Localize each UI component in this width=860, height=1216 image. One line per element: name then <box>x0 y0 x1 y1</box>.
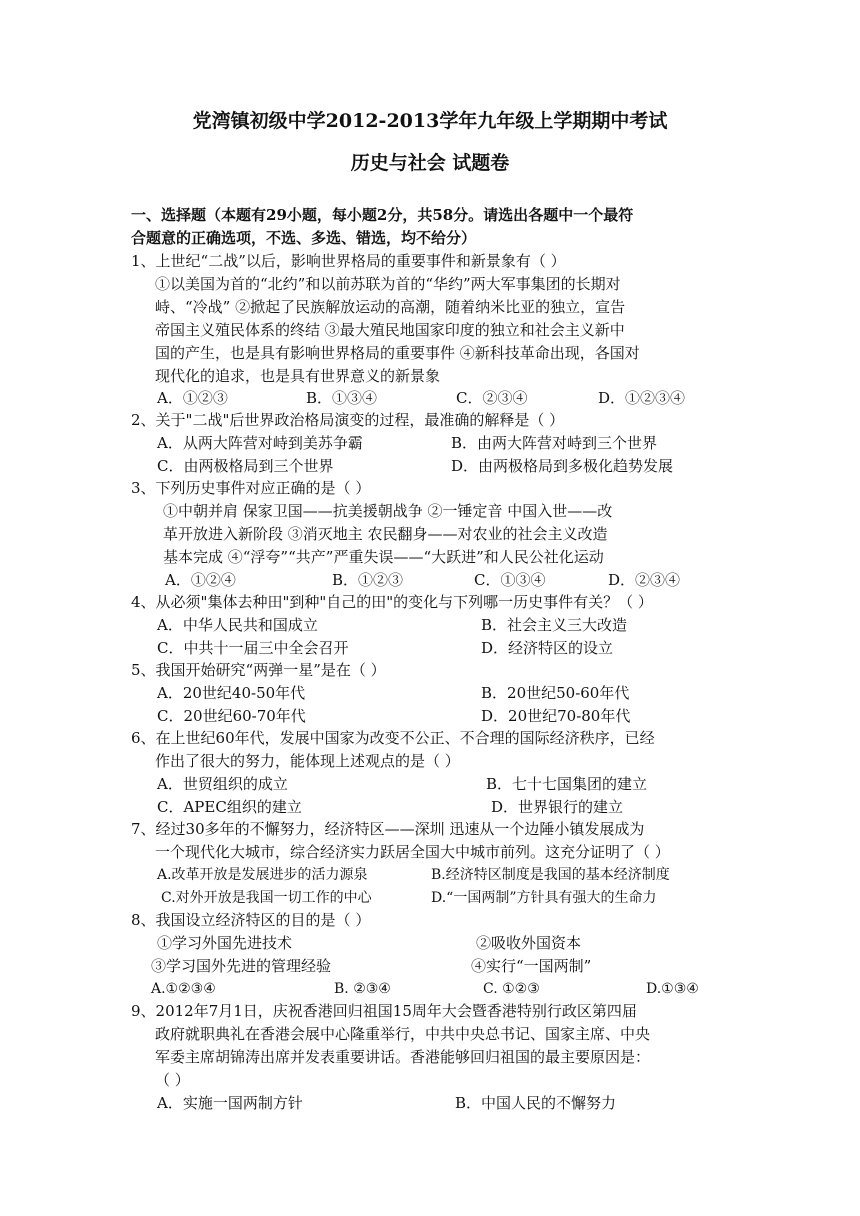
question-9-option-a: A．实施一国两制方针 <box>157 1094 303 1112</box>
question-3-text: 基本完成 ④“浮夸”“共产”严重失误——“大跃进”和人民公社化运动 <box>163 548 604 566</box>
question-6-option-c: C．APEC组织的建立 <box>157 798 302 816</box>
question-7-option-d: D.“一国两制”方针具有强大的生命力 <box>431 890 657 906</box>
question-5-option-d: D．20世纪70-80年代 <box>481 707 631 725</box>
question-7-option-a: A.改革开放是发展进步的活力源泉 <box>157 867 368 883</box>
question-8-item-1: ①学习外国先进技术 <box>157 934 293 952</box>
question-6-stem: 6、在上世纪60年代，发展中国家为改变不公正、不合理的国际经济秩序，已经 <box>131 729 655 747</box>
question-1-text: 峙、“冷战” ②掀起了民族解放运动的高潮，随着纳米比亚的独立，宣告 <box>155 298 626 316</box>
question-7-option-b: B.经济特区制度是我国的基本经济制度 <box>431 867 670 883</box>
question-8-option-c: C. ①②③ <box>483 981 540 997</box>
question-3-option-c: C．①③④ <box>474 571 546 589</box>
question-3-option-a: A．①②④ <box>165 571 236 589</box>
question-2-stem: 2、关于"二战"后世界政治格局演变的过程，最准确的解释是（ ） <box>131 411 565 429</box>
question-1-text: 国的产生，也是具有影响世界格局的重要事件 ④新科技革命出现，各国对 <box>155 344 640 362</box>
exam-subtitle: 历史与社会 试题卷 <box>350 152 510 174</box>
question-2-option-b: B．由两大阵营对峙到三个世界 <box>451 434 658 452</box>
question-1-option-b: B．①③④ <box>306 389 378 407</box>
question-8-item-2: ②吸收外国资本 <box>476 934 582 952</box>
question-4-stem: 4、从必须"集体去种田"到种"自己的田"的变化与下列哪一历史事件有关？（ ） <box>131 593 653 611</box>
section-heading: 一、选择题（本题有29小题，每小题2分，共58分。请选出各题中一个最符 <box>131 206 634 224</box>
question-9-text: （ ） <box>155 1071 190 1089</box>
question-4-option-d: D．经济特区的设立 <box>481 639 614 657</box>
question-1-option-a: A．①②③ <box>157 389 228 407</box>
question-3-option-b: B．①②③ <box>332 571 404 589</box>
question-1-option-c: C．②③④ <box>456 389 528 407</box>
question-9-text: 政府就职典礼在香港会展中心隆重举行，中共中央总书记、国家主席、中央 <box>155 1025 651 1043</box>
question-3-stem: 3、下列历史事件对应正确的是（ ） <box>131 479 371 497</box>
question-2-option-d: D．由两极格局到多极化趋势发展 <box>451 457 674 475</box>
question-4-option-b: B．社会主义三大改造 <box>481 616 628 634</box>
question-2-option-a: A．从两大阵营对峙到美苏争霸 <box>157 434 363 452</box>
question-1-stem: 1、上世纪“二战”以后，影响世界格局的重要事件和新景象有（ ） <box>131 252 566 270</box>
question-9-text: 军委主席胡锦涛出席并发表重要讲话。香港能够回归祖国的最主要原因是： <box>155 1048 651 1066</box>
question-6-option-b: B．七十七国集团的建立 <box>486 775 648 793</box>
question-3-text: 革开放进入新阶段 ③消灭地主 农民翻身——对农业的社会主义改造 <box>163 525 608 543</box>
question-9-stem: 9、2012年7月1日，庆祝香港回归祖国15周年大会暨香港特别行政区第四届 <box>131 1002 637 1020</box>
question-1-text: 帝国主义殖民体系的终结 ③最大殖民地国家印度的独立和社会主义新中 <box>155 321 625 339</box>
question-3-option-d: D．②③④ <box>608 571 681 589</box>
question-6-option-d: D．世界银行的建立 <box>491 798 624 816</box>
exam-title: 党湾镇初级中学2012-2013学年九年级上学期期中考试 <box>192 110 668 132</box>
question-4-option-a: A．中华人民共和国成立 <box>157 616 318 634</box>
question-8-option-d: D.①③④ <box>646 981 699 997</box>
question-8-option-b: B. ②③④ <box>334 981 391 997</box>
question-7-option-c: C.对外开放是我国一切工作的中心 <box>161 890 372 906</box>
question-8-option-a: A.①②③④ <box>151 981 216 997</box>
question-7-text: 一个现代化大城市，综合经济实力跃居全国大中城市前列。这充分证明了（ ） <box>155 843 670 861</box>
question-4-option-c: C．中共十一届三中全会召开 <box>157 639 349 657</box>
question-6-text: 作出了很大的努力，能体现上述观点的是（ ） <box>155 752 460 770</box>
question-1-option-d: D．①②③④ <box>598 389 686 407</box>
question-7-stem: 7、经过30多年的不懈努力，经济特区——深圳 迅速从一个边陲小镇发展成为 <box>131 820 645 838</box>
question-8-item-4: ④实行“一国两制” <box>471 957 592 975</box>
question-3-text: ①中朝并肩 保家卫国——抗美援朝战争 ②一锤定音 中国入世——改 <box>163 502 613 520</box>
question-5-option-a: A．20世纪40-50年代 <box>157 684 306 702</box>
question-1-text: 现代化的追求，也是具有世界意义的新景象 <box>155 367 441 385</box>
question-5-option-c: C．20世纪60-70年代 <box>157 707 306 725</box>
question-8-item-3: ③学习国外先进的管理经验 <box>151 957 332 975</box>
question-2-option-c: C．由两极格局到三个世界 <box>157 457 334 475</box>
question-8-stem: 8、我国设立经济特区的目的是（ ） <box>131 911 371 929</box>
question-6-option-a: A．世贸组织的成立 <box>157 775 288 793</box>
question-5-stem: 5、我国开始研究“两弹一星”是在（ ） <box>131 661 386 679</box>
question-9-option-b: B．中国人民的不懈努力 <box>455 1094 617 1112</box>
section-heading-cont: 合题意的正确选项，不选、多选、错选，均不给分） <box>131 229 477 247</box>
question-5-option-b: B．20世纪50-60年代 <box>481 684 630 702</box>
question-1-text: ①以美国为首的“北约”和以前苏联为首的“华约”两大军事集团的长期对 <box>155 275 621 293</box>
